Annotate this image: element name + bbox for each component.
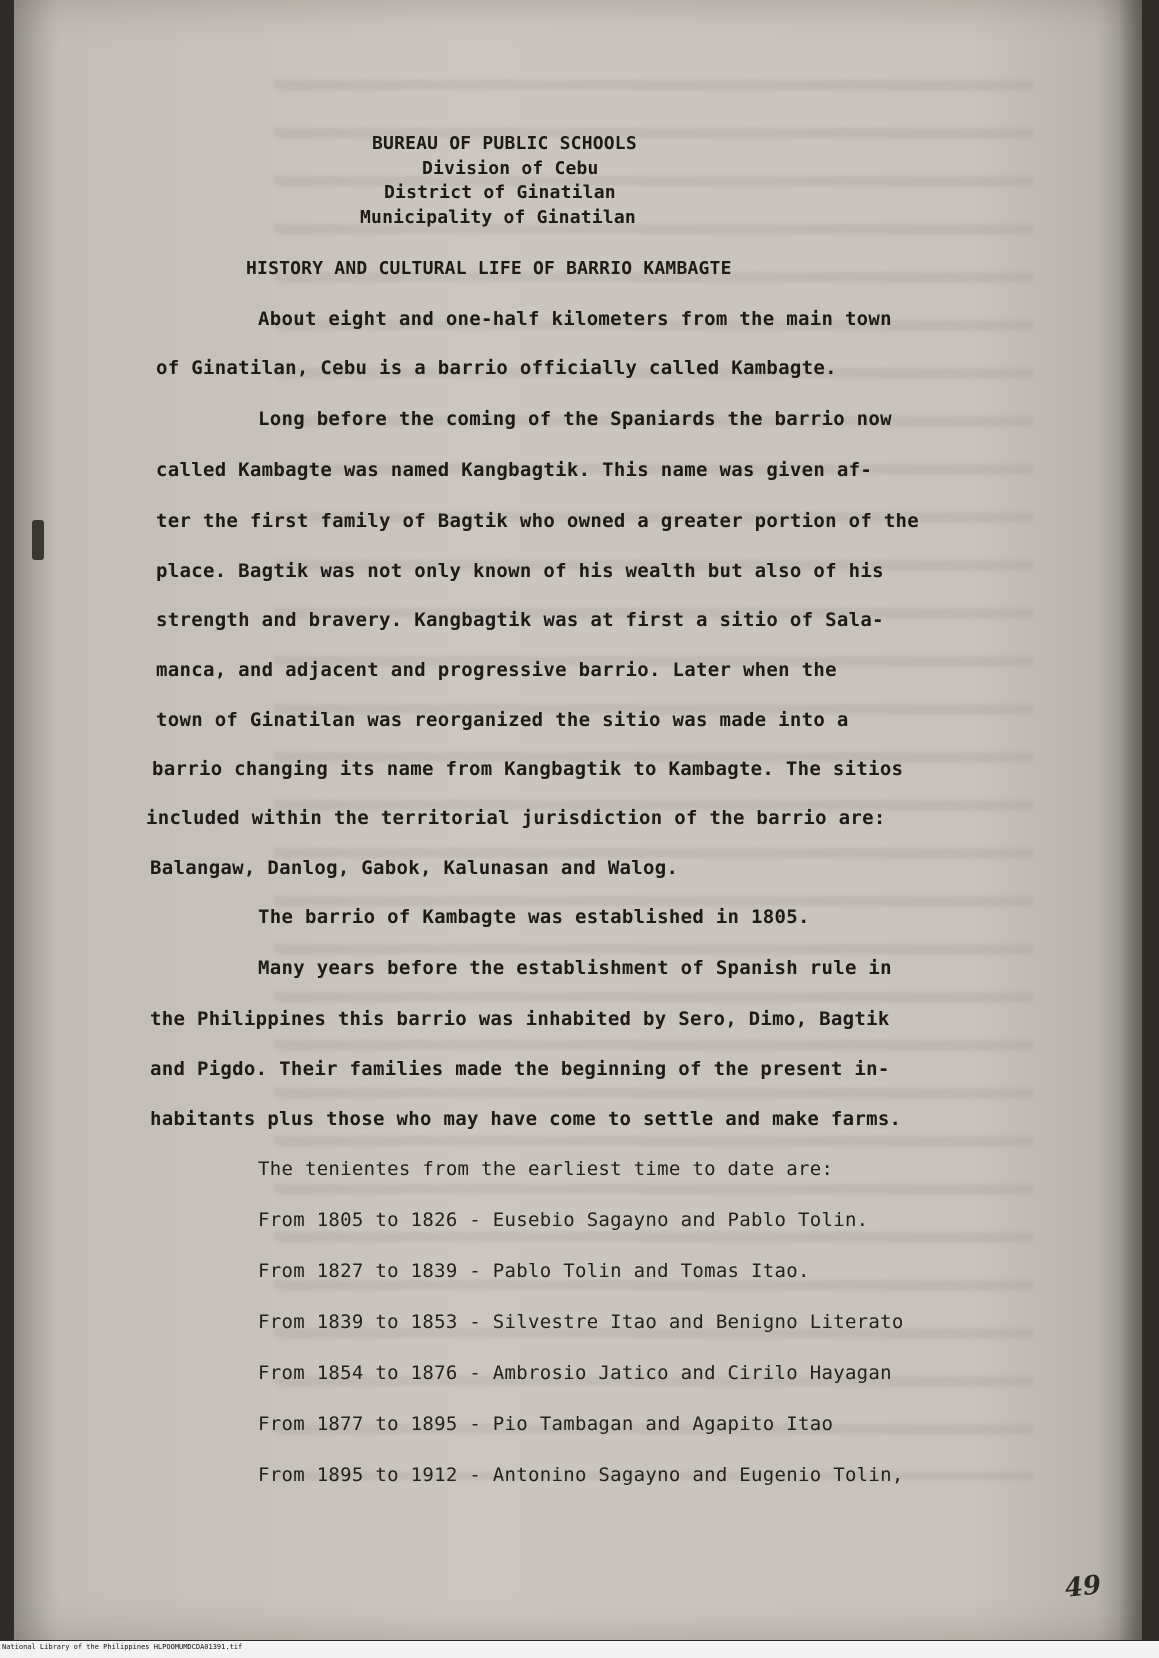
teniente-entry: From 1805 to 1826 - Eusebio Sagayno and Pablo Tolin. bbox=[258, 1209, 869, 1231]
body-line-7: strength and bravery. Kangbagtik was at first a sitio of Sala- bbox=[156, 609, 884, 631]
page-number: 49 bbox=[1063, 1570, 1103, 1604]
document-title: HISTORY AND CULTURAL LIFE OF BARRIO KAMBAGTE bbox=[246, 258, 732, 279]
header-district: District of Ginatilan bbox=[384, 182, 616, 203]
teniente-entry: From 1839 to 1853 - Silvestre Itao and Benigno Literato bbox=[258, 1311, 904, 1333]
teniente-entry: From 1854 to 1876 - Ambrosio Jatico and Cirilo Hayagan bbox=[258, 1362, 892, 1384]
body-line-6: place. Bagtik was not only known of his wealth but also of his bbox=[156, 560, 884, 582]
body-line-16: and Pigdo. Their families made the beginning of the present in- bbox=[150, 1058, 890, 1080]
footer-strip bbox=[0, 1641, 1159, 1658]
body-line-17: habitants plus those who may have come to settle and make farms. bbox=[150, 1108, 902, 1130]
body-line-10: barrio changing its name from Kangbagtik to Kambagte. The sitios bbox=[152, 758, 904, 780]
body-line-12: Balangaw, Danlog, Gabok, Kalunasan and Walog. bbox=[150, 857, 679, 879]
body-line-2: of Ginatilan, Cebu is a barrio officially called Kambagte. bbox=[156, 357, 837, 379]
body-line-4: called Kambagte was named Kangbagtik. This name was given af- bbox=[156, 459, 873, 481]
body-line-11: included within the territorial jurisdiction of the barrio are: bbox=[146, 807, 886, 829]
body-line-9: town of Ginatilan was reorganized the sitio was made into a bbox=[156, 709, 849, 731]
teniente-entry: From 1895 to 1912 - Antonino Sagayno and Eugenio Tolin, bbox=[258, 1464, 904, 1486]
tenientes-intro: The tenientes from the earliest time to date are: bbox=[258, 1158, 834, 1180]
body-line-5: ter the first family of Bagtik who owned a greater portion of the bbox=[156, 510, 920, 532]
teniente-entry: From 1877 to 1895 - Pio Tambagan and Agapito Itao bbox=[258, 1413, 834, 1435]
body-line-13: The barrio of Kambagte was established in 1805. bbox=[258, 906, 810, 928]
body-line-1: About eight and one-half kilometers from the main town bbox=[258, 308, 892, 330]
body-line-8: manca, and adjacent and progressive barrio. Later when the bbox=[156, 659, 837, 681]
header-division: Division of Cebu bbox=[422, 158, 599, 179]
teniente-entry: From 1827 to 1839 - Pablo Tolin and Tomas Itao. bbox=[258, 1260, 810, 1282]
header-bureau: BUREAU OF PUBLIC SCHOOLS bbox=[372, 133, 637, 154]
body-line-3: Long before the coming of the Spaniards the barrio now bbox=[258, 408, 892, 430]
footer-caption: National Library of the Philippines HLPOOMUMDCDA01391.tif bbox=[2, 1643, 243, 1651]
header-municipality: Municipality of Ginatilan bbox=[360, 207, 636, 228]
body-line-15: the Philippines this barrio was inhabited by Sero, Dimo, Bagtik bbox=[150, 1008, 890, 1030]
body-line-14: Many years before the establishment of Spanish rule in bbox=[258, 957, 892, 979]
